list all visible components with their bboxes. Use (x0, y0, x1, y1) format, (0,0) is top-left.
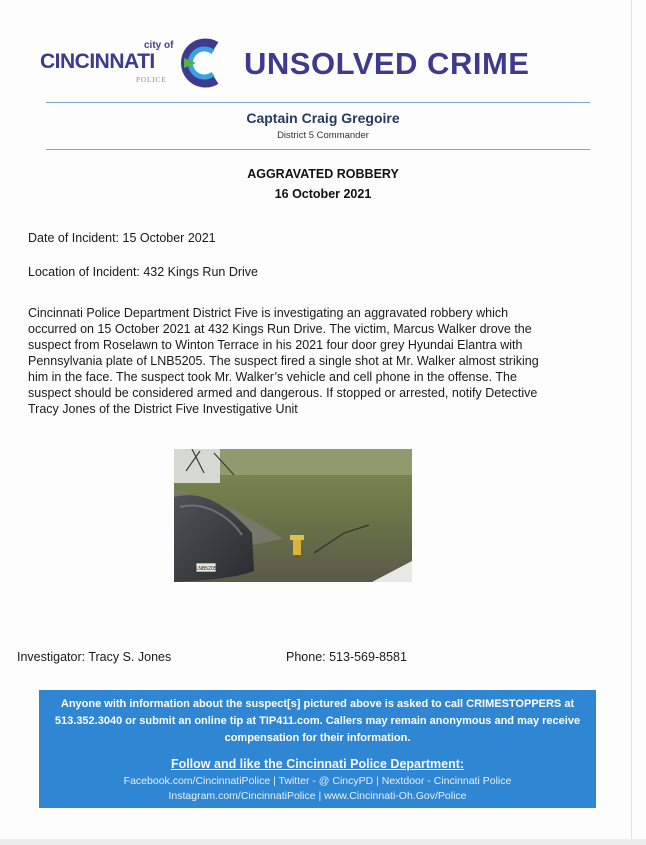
scene-photo (174, 449, 412, 582)
header-divider (46, 102, 590, 103)
narrative-line: suspect from Roselawn to Winton Terrace in his 2021 four door grey Hyundai Elantra with (28, 338, 523, 352)
social-line: Facebook.com/CincinnatiPolice | Twitter - @ CincyPD | Nextdoor - Cincinnati Police (123, 775, 512, 787)
narrative-line: him in the face. The suspect took Mr. Walker’s vehicle and cell phone in the offense. The (28, 370, 517, 384)
social-links (39, 774, 596, 804)
commander-divider (46, 149, 590, 150)
incident-location: Location of Incident: 432 Kings Run Drive (28, 265, 258, 279)
social-line: Instagram.com/CincinnatiPolice | www.Cincinnati-Oh.Gov/Police (168, 790, 467, 802)
follow-heading: Follow and like the Cincinnati Police Department: (170, 757, 465, 771)
commander-role: District 5 Commander (277, 130, 369, 141)
cincinnati-police-logo (40, 40, 225, 90)
logo-city-name: CINCINNATI (40, 50, 155, 73)
incident-narrative (28, 305, 614, 417)
scan-edge (0, 839, 646, 845)
logo-city-of: city of (144, 40, 174, 51)
narrative-line: Tracy Jones of the District Five Investigative Unit (28, 402, 298, 416)
scene-photo-drawing (174, 449, 412, 582)
tip-line: Anyone with information about the suspect[s] pictured above is asked to call CRIMESTOPPERS at (60, 698, 575, 710)
crime-type: AGGRAVATED ROBBERY (247, 167, 399, 181)
license-plate: LNB5205 (195, 566, 217, 572)
incident-date: Date of Incident: 15 October 2021 (28, 231, 216, 245)
page-title: UNSOLVED CRIME (244, 46, 530, 81)
tip-line: compensation for their information. (224, 732, 411, 744)
logo-police: POLICE (136, 76, 167, 84)
investigator-phone: Phone: 513-569-8581 (286, 650, 407, 664)
city-c-logo-icon (176, 36, 230, 90)
narrative-line: occurred on 15 October 2021 at 432 Kings Run Drive. The victim, Marcus Walker drove the (28, 322, 532, 336)
investigator-name: Investigator: Tracy S. Jones (17, 650, 172, 664)
tip-line: 513.352.3040 or submit an online tip at TIP411.com. Callers may remain anonymous and may receive (54, 715, 581, 727)
crimestoppers-banner (39, 690, 596, 808)
narrative-line: Pennsylvania plate of LNB5205. The suspect fired a single shot at Mr. Walker almost striking (28, 354, 539, 368)
narrative-line: Cincinnati Police Department District Five is investigating an aggravated robbery which (28, 306, 509, 320)
commander-name: Captain Craig Gregoire (246, 110, 400, 126)
narrative-line: suspect should be considered armed and dangerous. If stopped or arrested, notify Detective (28, 386, 538, 400)
scan-edge (631, 0, 632, 845)
tip-message (49, 696, 586, 747)
bulletin-date: 16 October 2021 (274, 187, 372, 201)
